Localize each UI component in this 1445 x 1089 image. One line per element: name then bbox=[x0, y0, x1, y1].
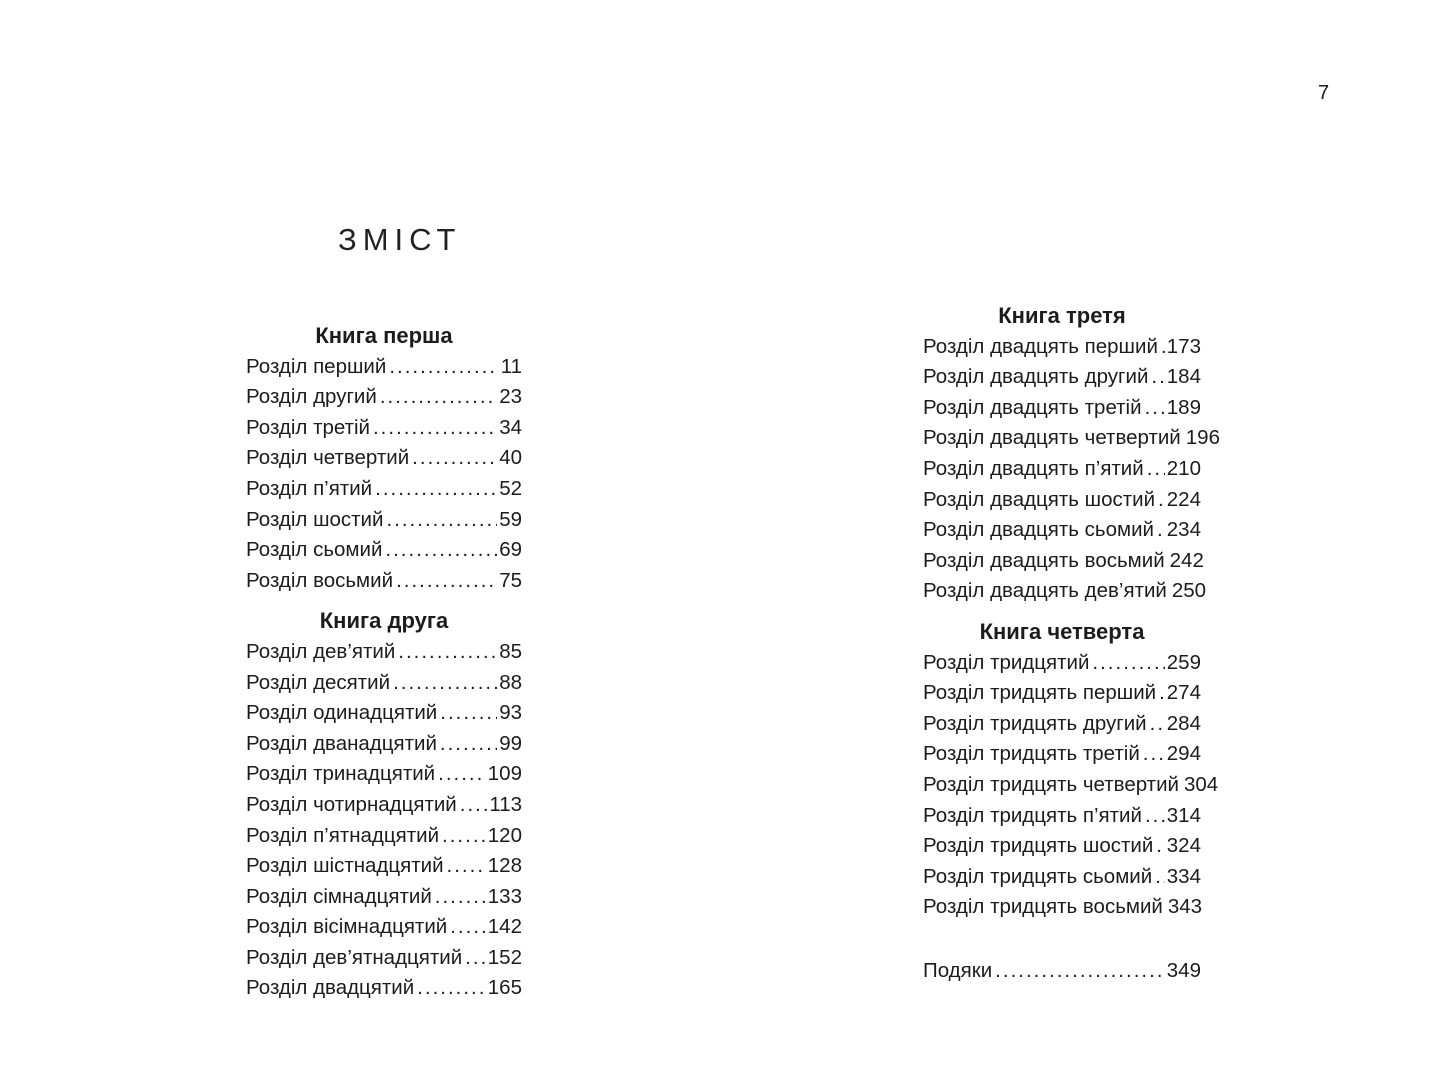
dot-leader bbox=[435, 882, 486, 913]
toc-entry-page: 259 bbox=[1166, 650, 1201, 674]
toc-entry-page: 75 bbox=[499, 568, 522, 592]
dot-leader bbox=[380, 382, 497, 413]
toc-entry-page: 234 bbox=[1166, 518, 1201, 542]
toc-entry-page: 99 bbox=[499, 731, 522, 755]
toc-entry-page: 120 bbox=[487, 823, 522, 847]
dot-leader bbox=[440, 729, 497, 760]
toc-entry bbox=[246, 505, 522, 536]
page-number: 7 bbox=[1318, 82, 1330, 104]
toc-entry-page: 304 bbox=[1183, 772, 1219, 796]
toc-entry-page: 173 bbox=[1166, 334, 1201, 358]
toc-entry bbox=[923, 709, 1201, 740]
toc-entry bbox=[923, 454, 1201, 485]
toc-entry bbox=[246, 790, 522, 821]
dot-leader bbox=[465, 943, 486, 974]
toc-entry-label: Розділ другий bbox=[246, 385, 377, 409]
toc-entry-page: 334 bbox=[1166, 864, 1201, 888]
toc-entry-page: 59 bbox=[499, 507, 522, 531]
toc-entry bbox=[923, 362, 1201, 393]
toc-entry-page: 250 bbox=[1171, 579, 1207, 603]
toc-entry-label: Розділ тринадцятий bbox=[246, 762, 436, 786]
toc-entry-label: Розділ дев’ятий bbox=[246, 639, 396, 663]
toc-entry-page: 88 bbox=[499, 670, 522, 694]
toc-entry-label: Розділ п’ятнадцятий bbox=[246, 823, 440, 847]
toc-entry-label: Розділ восьмий bbox=[246, 568, 394, 592]
toc-entry bbox=[923, 485, 1201, 516]
toc-title: ЗМІСТ bbox=[338, 222, 462, 257]
toc-entry bbox=[923, 739, 1201, 770]
toc-entry bbox=[246, 973, 522, 1004]
dot-leader bbox=[389, 352, 498, 383]
toc-entry-page: 189 bbox=[1166, 395, 1201, 419]
toc-entry-label: Розділ тридцятий bbox=[923, 650, 1090, 674]
toc-entry bbox=[246, 851, 522, 882]
book-heading: Книга перша bbox=[315, 323, 453, 348]
toc-entry-page: 224 bbox=[1166, 487, 1201, 511]
dot-leader bbox=[1147, 454, 1165, 485]
toc-entry-page: 210 bbox=[1166, 456, 1201, 480]
toc-entry-page: 69 bbox=[499, 538, 522, 562]
dot-leader bbox=[1158, 485, 1165, 516]
dot-leader bbox=[1092, 648, 1164, 679]
toc-entry bbox=[923, 393, 1201, 424]
toc-entry-page: 128 bbox=[487, 854, 522, 878]
toc-entry-page: 294 bbox=[1166, 742, 1201, 766]
toc-entry-page: 52 bbox=[499, 476, 522, 500]
toc-entry-label: Розділ п’ятий bbox=[246, 476, 373, 500]
toc-entry-label: Розділ чотирнадцятий bbox=[246, 792, 457, 816]
dot-leader bbox=[1155, 862, 1165, 893]
toc-entry bbox=[246, 821, 522, 852]
toc-entry bbox=[246, 352, 522, 383]
toc-entry-page: 40 bbox=[499, 446, 522, 470]
book-heading: Книга третя bbox=[998, 303, 1126, 328]
book-heading: Книга друга bbox=[319, 608, 449, 634]
dot-leader bbox=[393, 668, 497, 699]
toc-entry-label: Розділ двадцять сьомий bbox=[923, 518, 1154, 542]
dot-leader bbox=[1151, 362, 1164, 393]
toc-entry-label: Розділ сімнадцятий bbox=[246, 884, 432, 908]
toc-entry-page: 133 bbox=[487, 884, 522, 908]
dot-leader bbox=[1143, 739, 1165, 770]
dot-leader bbox=[447, 851, 486, 882]
toc-entry-page: 85 bbox=[499, 639, 522, 663]
dot-leader bbox=[440, 698, 497, 729]
toc-entry-page: 274 bbox=[1166, 681, 1201, 705]
toc-entry bbox=[246, 668, 522, 699]
toc-entry-label: Розділ тридцять четвертий bbox=[923, 772, 1179, 796]
toc-entry-label: Розділ тридцять третій bbox=[923, 742, 1140, 766]
toc-entry bbox=[246, 759, 522, 790]
toc-entry-label: Розділ двадцять другий bbox=[923, 365, 1149, 389]
toc-entry bbox=[246, 882, 522, 913]
toc-entry-label: Розділ двадцять восьмий bbox=[923, 548, 1165, 572]
book-heading: Книга четверта bbox=[979, 618, 1145, 644]
toc-entry-page: 152 bbox=[487, 945, 522, 969]
toc-entry bbox=[923, 546, 1204, 577]
toc-entry bbox=[923, 423, 1220, 454]
dot-leader bbox=[1159, 678, 1165, 709]
dot-leader bbox=[450, 912, 486, 943]
toc-entry-label: Розділ двадцять третій bbox=[923, 395, 1142, 419]
toc-entry-label: Розділ шістнадцятий bbox=[246, 854, 444, 878]
dot-leader bbox=[398, 637, 497, 668]
toc-entry bbox=[246, 382, 522, 413]
dot-leader bbox=[438, 759, 486, 790]
toc-entry-page: 184 bbox=[1166, 365, 1201, 389]
toc-entry-page: 196 bbox=[1185, 426, 1220, 450]
toc-entry-page: 349 bbox=[1166, 958, 1201, 982]
dot-leader bbox=[995, 956, 1165, 987]
toc-entry-label: Розділ тридцять сьомий bbox=[923, 864, 1153, 888]
toc-entry bbox=[246, 729, 522, 760]
toc-entry bbox=[923, 515, 1201, 546]
toc-entry-label: Розділ четвертий bbox=[246, 446, 410, 470]
toc-entry bbox=[923, 332, 1201, 363]
toc-entry bbox=[923, 892, 1201, 923]
toc-entry-page: 165 bbox=[487, 976, 522, 1000]
dot-leader bbox=[375, 474, 497, 505]
toc-entry-page: 324 bbox=[1166, 834, 1201, 858]
dot-leader bbox=[386, 505, 497, 536]
dot-leader bbox=[1150, 709, 1165, 740]
dot-leader bbox=[373, 413, 497, 444]
toc-entry bbox=[923, 576, 1207, 607]
toc-entry-page: 142 bbox=[487, 915, 522, 939]
toc-entry bbox=[923, 770, 1219, 801]
toc-entry bbox=[246, 443, 522, 474]
toc-entry-label: Розділ одинадцятий bbox=[246, 701, 438, 725]
toc-entry-label: Розділ тридцять другий bbox=[923, 711, 1147, 735]
toc-entry bbox=[246, 413, 522, 444]
dot-leader bbox=[1156, 831, 1165, 862]
toc-column-right bbox=[923, 301, 1220, 986]
toc-entry bbox=[923, 831, 1201, 862]
dot-leader bbox=[460, 790, 488, 821]
toc-entry-label: Розділ перший bbox=[246, 354, 387, 378]
toc-entry bbox=[246, 943, 522, 974]
toc-entry-page: 109 bbox=[487, 762, 522, 786]
dot-leader bbox=[417, 973, 486, 1004]
toc-entry bbox=[923, 956, 1201, 987]
toc-entry-label: Розділ тридцять п’ятий bbox=[923, 803, 1142, 827]
dot-leader bbox=[1157, 515, 1165, 546]
toc-entry bbox=[246, 637, 522, 668]
toc-entry bbox=[246, 566, 522, 597]
dot-leader bbox=[1161, 332, 1165, 363]
toc-entry-label: Подяки bbox=[923, 958, 993, 982]
toc-entry-label: Розділ двадцять п’ятий bbox=[923, 456, 1144, 480]
toc-entry-page: 34 bbox=[499, 415, 522, 439]
dot-leader bbox=[1145, 801, 1165, 832]
dot-leader bbox=[396, 566, 497, 597]
dot-leader bbox=[412, 443, 497, 474]
dot-leader bbox=[1145, 393, 1165, 424]
toc-entry-page: 93 bbox=[499, 701, 522, 725]
dot-leader bbox=[385, 535, 497, 566]
toc-entry-page: 23 bbox=[499, 385, 522, 409]
dot-leader bbox=[442, 821, 486, 852]
toc-entry bbox=[923, 678, 1201, 709]
toc-entry-label: Розділ дванадцятий bbox=[246, 731, 437, 755]
toc-entry-label: Розділ двадцятий bbox=[246, 976, 415, 1000]
toc-entry-page: 242 bbox=[1169, 548, 1204, 572]
toc-entry bbox=[246, 912, 522, 943]
toc-entry-page: 343 bbox=[1167, 895, 1203, 919]
toc-entry-page: 113 bbox=[489, 792, 522, 816]
toc-entry-label: Розділ вісімнадцятий bbox=[246, 915, 448, 939]
toc-entry-label: Розділ тридцять восьмий bbox=[923, 895, 1163, 919]
toc-entry-page: 11 bbox=[500, 354, 522, 378]
toc-entry-label: Розділ двадцять перший bbox=[923, 334, 1158, 358]
toc-entry-label: Розділ шостий bbox=[246, 507, 384, 531]
toc-entry-label: Розділ третій bbox=[246, 415, 370, 439]
toc-entry-label: Розділ десятий bbox=[246, 670, 391, 694]
toc-entry bbox=[246, 474, 522, 505]
toc-entry-label: Розділ тридцять шостий bbox=[923, 834, 1154, 858]
toc-entry-page: 284 bbox=[1166, 711, 1201, 735]
toc-entry bbox=[246, 698, 522, 729]
toc-entry bbox=[923, 648, 1201, 679]
toc-entry-label: Розділ двадцять четвертий bbox=[923, 426, 1181, 450]
toc-entry bbox=[246, 535, 522, 566]
toc-entry-label: Розділ двадцять шостий bbox=[923, 487, 1156, 511]
toc-entry bbox=[923, 862, 1201, 893]
toc-entry-label: Розділ тридцять перший bbox=[923, 681, 1157, 705]
toc-entry-page: 314 bbox=[1166, 803, 1201, 827]
toc-column-left bbox=[246, 321, 522, 1004]
toc-entry bbox=[923, 801, 1201, 832]
toc-entry-label: Розділ сьомий bbox=[246, 538, 383, 562]
toc-entry-label: Розділ дев’ятнадцятий bbox=[246, 945, 463, 969]
toc-entry-label: Розділ двадцять дев’ятий bbox=[923, 579, 1167, 603]
